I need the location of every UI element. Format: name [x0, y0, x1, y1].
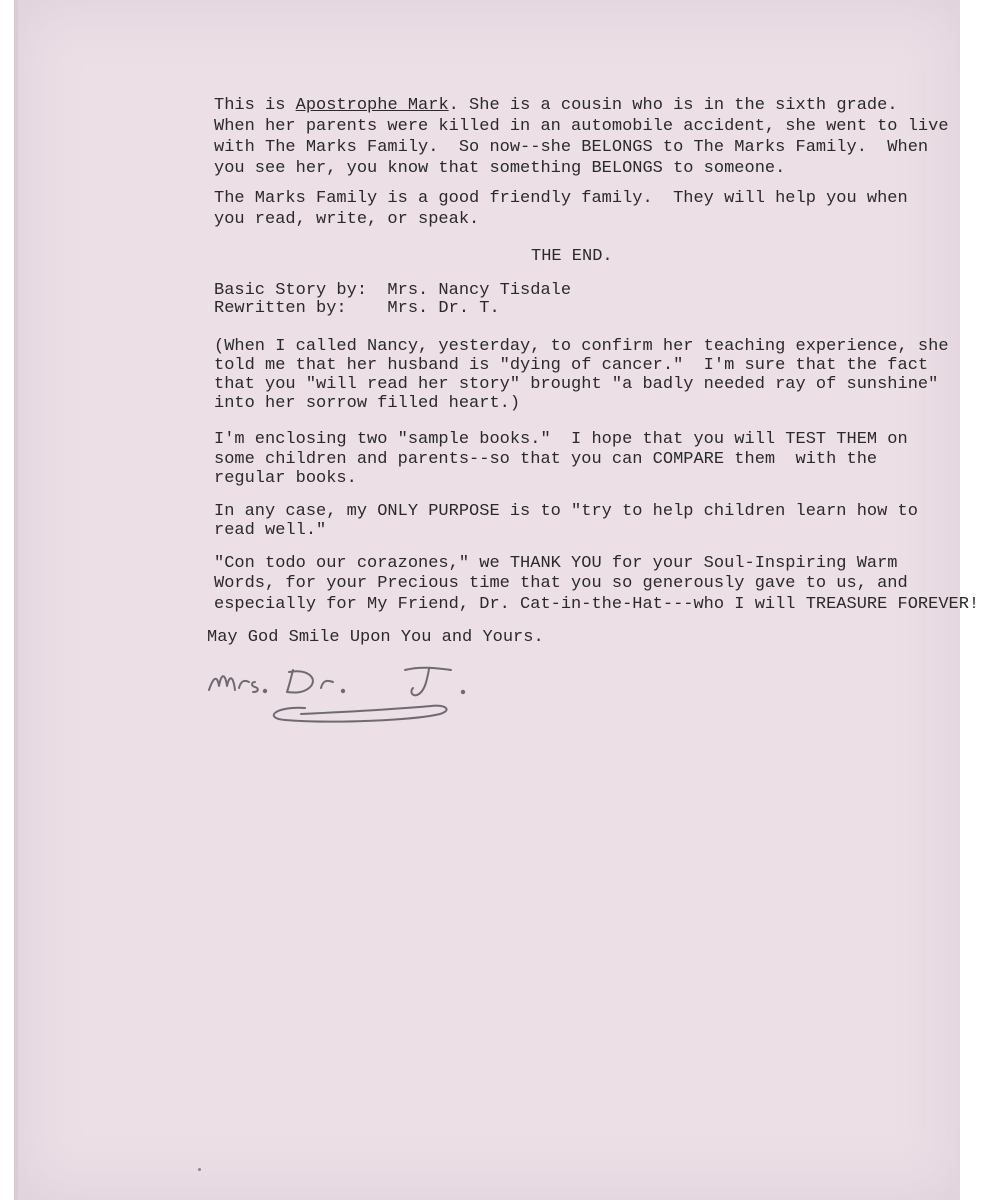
handwritten-signature	[205, 660, 495, 740]
p6-line-3: especially for My Friend, Dr. Cat-in-the-Hat---who I will TREASURE FOREVER!	[214, 595, 980, 614]
p6-line-2: Words, for your Precious time that you so generously gave to us, and	[214, 574, 908, 593]
p4-line-2: some children and parents--so that you can COMPARE them with the	[214, 450, 878, 469]
apostrophe-mark-name: Apostrophe Mark	[295, 96, 449, 115]
p2-line-1: The Marks Family is a good friendly family. They will help you when	[214, 189, 908, 208]
p4-line-1: I'm enclosing two "sample books." I hope that you will TEST THEM on	[214, 430, 908, 449]
closing-line: May God Smile Upon You and Yours.	[207, 628, 544, 647]
p3-line-2: told me that her husband is "dying of cancer." I'm sure that the fact	[214, 356, 929, 375]
p3-line-3: that you "will read her story" brought "a badly needed ray of sunshine"	[214, 375, 939, 394]
p1-line-1-post: . She is a cousin who is in the sixth grade.	[448, 96, 898, 115]
p1-line-3: with The Marks Family. So now--she BELONGS to The Marks Family. When	[214, 138, 929, 157]
paper-speck	[198, 1168, 201, 1171]
p6-line-1: "Con todo our corazones," we THANK YOU for your Soul-Inspiring Warm	[214, 554, 898, 573]
p5-line-2: read well."	[214, 521, 327, 540]
p3-line-1: (When I called Nancy, yesterday, to confirm her teaching experience, she	[214, 337, 949, 356]
p1-line-2: When her parents were killed in an automobile accident, she went to live	[214, 117, 949, 136]
p5-line-1: In any case, my ONLY PURPOSE is to "try to help children learn how to	[214, 502, 918, 521]
credits-line-2: Rewritten by: Mrs. Dr. T.	[214, 299, 500, 318]
p1-line-1-pre: This is	[214, 96, 296, 115]
the-end-heading: THE END.	[531, 247, 613, 266]
p3-line-4: into her sorrow filled heart.)	[214, 394, 521, 413]
p2-line-2: you read, write, or speak.	[214, 210, 480, 229]
p1-line-4: you see her, you know that something BELONGS to someone.	[214, 159, 786, 178]
credits-line-1: Basic Story by: Mrs. Nancy Tisdale	[214, 281, 572, 300]
p4-line-3: regular books.	[214, 469, 357, 488]
p1-line-1	[214, 97, 898, 115]
